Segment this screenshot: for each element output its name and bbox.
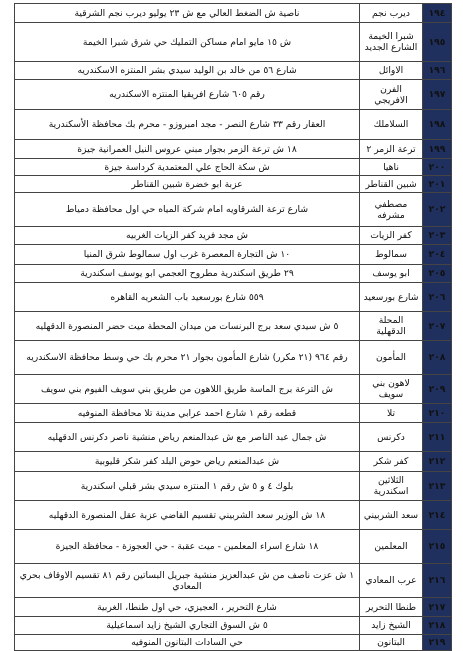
row-number: ١٩٤ [423, 4, 452, 23]
branch-address: عزبة ابو خضرة شبين القناطر [15, 176, 360, 193]
branches-table-body [15, 4, 452, 651]
branch-name: السلاملك [360, 110, 423, 140]
row-number: ٢٠٤ [423, 245, 452, 265]
row-number: ١٩٦ [423, 62, 452, 80]
table-row [15, 23, 452, 62]
branch-address: ١٨ ش ترعة الزمر بجوار مبني عروس النيل العمرانية جيزة [15, 140, 360, 159]
branch-address: ش الترعة برج الماسة طريق اللاهون من طريق بني سويف الفيوم بني سويف [15, 375, 360, 404]
table-row [15, 472, 452, 501]
branch-name: المحلة الدقهلية [360, 312, 423, 341]
row-number: ٢٠٢ [423, 193, 452, 227]
table-row [15, 176, 452, 193]
branch-address: ١٨ شارع اسراء المعلمين - ميت عقبة - حي العجوزة - محافظة الجيزة [15, 530, 360, 564]
table-row [15, 530, 452, 564]
table-row [15, 80, 452, 110]
branch-address: ٥ ش السوق التجاري الشيخ زايد اسماعيلية [15, 617, 360, 635]
table-row [15, 598, 452, 617]
row-number: ٢٠٦ [423, 283, 452, 312]
branch-name: المأمون [360, 341, 423, 375]
row-number: ٢١٢ [423, 452, 452, 472]
branch-address: ١ ش عزت ناصف من ش عبدالعزيز منشية جبريل البساتين رقم ٨١ تقسيم الاوقاف بحري المعادي [15, 564, 360, 598]
table-row [15, 617, 452, 635]
branch-name: لاهون بني سويف [360, 375, 423, 404]
branch-name: شبرا الخيمة الشارع الجديد [360, 23, 423, 62]
branches-table [14, 3, 452, 651]
branch-address: شارع التحرير ، العجيزي، حي اول طنطا، الغربية [15, 598, 360, 617]
table-row [15, 283, 452, 312]
branch-address: قطعه رقم ١ شارع احمد عرابي مدينة تلا محافظة المنوفيه [15, 404, 360, 423]
branch-name: مصطفي مشرفه [360, 193, 423, 227]
row-number: ٢١٣ [423, 472, 452, 501]
branch-address: ش عبدالمنعم رياض حوض البلد كفر شكر قليوبية [15, 452, 360, 472]
branch-address: ٢٩ طريق اسكندرية مطروح العجمي ابو يوسف اسكندرية [15, 265, 360, 283]
branch-address: بلوك ٤ و ٥ ش رقم ١ المنتزه سيدي بشر قبلي اسكندرية [15, 472, 360, 501]
row-number: ٢١٨ [423, 617, 452, 635]
branch-address: رقم ٦٠٥ شارع افريقيا المنتزه الاسكندريه [15, 80, 360, 110]
table-row [15, 245, 452, 265]
table-row [15, 265, 452, 283]
table-row [15, 62, 452, 80]
row-number: ٢١١ [423, 423, 452, 452]
table-row [15, 193, 452, 227]
row-number: ٢٠٠ [423, 159, 452, 176]
branch-address: ناصية ش الضغط العالي مع ش ٢٣ يوليو ديرب نجم الشرقية [15, 4, 360, 23]
branch-address: شارع ترعة الشرقاويه امام شركة المياه حي اول محافظة دمياط [15, 193, 360, 227]
branch-address: شارع ٥٦ من خالد بن الوليد سيدي بشر المنتزه الاسكندريه [15, 62, 360, 80]
branch-name: البتانون [360, 635, 423, 651]
branch-name: ديرب نجم [360, 4, 423, 23]
row-number: ٢١٤ [423, 501, 452, 530]
branch-name: تلا [360, 404, 423, 423]
table-row [15, 110, 452, 140]
row-number: ١٩٥ [423, 23, 452, 62]
table-row [15, 140, 452, 159]
table-row [15, 452, 452, 472]
branch-name: كفر شكر [360, 452, 423, 472]
row-number: ٢٠٥ [423, 265, 452, 283]
row-number: ١٩٩ [423, 140, 452, 159]
branch-name: الاوائل [360, 62, 423, 80]
table-row [15, 635, 452, 651]
row-number: ٢١٠ [423, 404, 452, 423]
branch-address: رقم ٩٦٤ (٢١ مكرر) شارع المأمون بجوار ٢١ محرم بك حي وسط محافظة الاسكندريه [15, 341, 360, 375]
branch-address: ش جمال عبد الناصر مع ش عبدالمنعم رياض منشية ناصر دكرنس الدقهليه [15, 423, 360, 452]
row-number: ١٩٧ [423, 80, 452, 110]
table-row [15, 501, 452, 530]
table-row [15, 341, 452, 375]
row-number: ٢٠٧ [423, 312, 452, 341]
branch-name: دكرنس [360, 423, 423, 452]
branch-name: كفر الزيات [360, 227, 423, 245]
row-number: ٢٠١ [423, 176, 452, 193]
branch-address: ٥٥٩ شارع بورسعيد باب الشعريه القاهره [15, 283, 360, 312]
branch-name: الشيخ زايد [360, 617, 423, 635]
row-number: ٢١٧ [423, 598, 452, 617]
branch-address: ش ١٥ مايو امام مساكن التمليك حي شرق شبرا الخيمة [15, 23, 360, 62]
table-row [15, 4, 452, 23]
table-row [15, 227, 452, 245]
row-number: ٢١٦ [423, 564, 452, 598]
branch-name: طنطا التحرير [360, 598, 423, 617]
row-number: ١٩٨ [423, 110, 452, 140]
branch-name: شارع بورسعيد [360, 283, 423, 312]
row-number: ٢١٥ [423, 530, 452, 564]
branch-address: ١٨ ش الوزير سعد الشربيني تقسيم القاضي عزبة عقل المنصورة الدقهليه [15, 501, 360, 530]
branch-name: ابو يوسف [360, 265, 423, 283]
branch-address: ٥ ش سيدي سعد برج البرنسات من ميدان المحطة ميت حضر المنصورة الدقهليه [15, 312, 360, 341]
branch-address: ش مجد فريد كفر الزيات الغربيه [15, 227, 360, 245]
branch-address: العقار رقم ٣٣ شارع النصر - مجد امبروزو - محرم بك محافظة الأسكندرية [15, 110, 360, 140]
table-row [15, 375, 452, 404]
table-row [15, 159, 452, 176]
branch-name: الثلاثين اسكندرية [360, 472, 423, 501]
branch-name: ترعة الزمر ٢ [360, 140, 423, 159]
branch-name: ناهيا [360, 159, 423, 176]
branch-name: سعد الشربيني [360, 501, 423, 530]
branch-address: ش سكة الحاج علي المعتمدية كرداسة جيزة [15, 159, 360, 176]
branch-name: سمالوط [360, 245, 423, 265]
row-number: ٢٠٣ [423, 227, 452, 245]
branch-name: عرب المعادي [360, 564, 423, 598]
branch-name: شبين القناطر [360, 176, 423, 193]
row-number: ٢٠٩ [423, 375, 452, 404]
table-row [15, 312, 452, 341]
branch-address: ١٠ ش التجارة المعصرة غرب اول سمالوط شرق المنيا [15, 245, 360, 265]
branch-address: حي السادات البتانون المنوفيه [15, 635, 360, 651]
table-row [15, 404, 452, 423]
row-number: ٢٠٨ [423, 341, 452, 375]
row-number: ٢١٩ [423, 635, 452, 651]
table-row [15, 564, 452, 598]
table-row [15, 423, 452, 452]
branch-name: المعلمين [360, 530, 423, 564]
branch-name: الفرن الافريجي [360, 80, 423, 110]
